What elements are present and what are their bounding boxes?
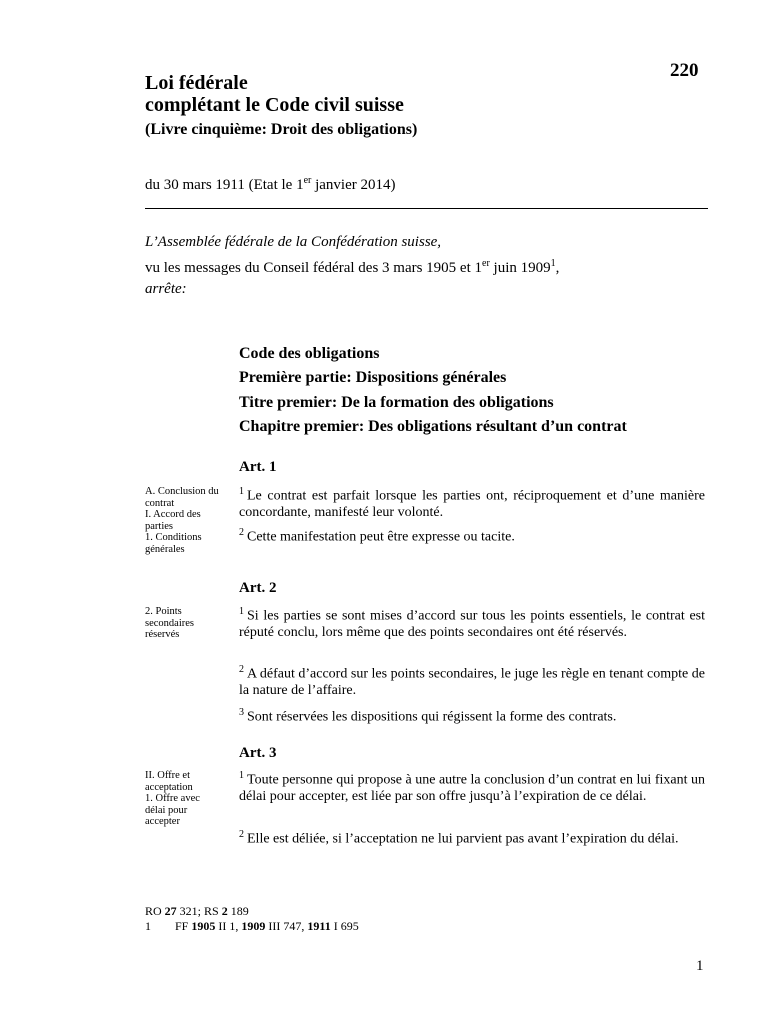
footnote-ref-1[interactable]: 1 <box>550 258 556 269</box>
para-text: Cette manifestation peut être expresse ou tacite. <box>247 529 515 545</box>
article-1-para-2 <box>239 525 705 546</box>
heading-code: Code des obligations <box>239 345 380 362</box>
fn-text: 321; RS <box>176 904 222 918</box>
margin-note: 2. Points secondaires réservés <box>145 606 194 640</box>
para-text: Le contrat est parfait lorsque les parties ont, réciproquement et d’une manière concordante, manifesté leur volonté. <box>239 488 705 521</box>
margin-note: 1. Conditions générales <box>145 532 202 555</box>
fn-bold: 2 <box>221 904 228 918</box>
sr-number: 220 <box>670 60 699 81</box>
messages-sup: er <box>482 258 490 269</box>
law-date <box>145 175 396 194</box>
article-1-title: Art. 1 <box>239 459 277 475</box>
article-2-para-2 <box>239 662 705 700</box>
footnote-ro <box>145 904 359 919</box>
para-number: 1 <box>239 770 244 781</box>
fn-bold: 1911 <box>307 919 331 933</box>
article-3-title: Art. 3 <box>239 745 277 761</box>
fn-bold: 27 <box>164 904 177 918</box>
fn-text: II 1, <box>215 919 242 933</box>
heading-chapitre: Chapitre premier: Des obligations résultant d’un contrat <box>239 418 627 435</box>
article-3-para-2 <box>239 827 705 848</box>
footnotes <box>145 904 359 934</box>
margin-note: I. Accord des parties <box>145 509 201 532</box>
messages-mid: juin 1909 <box>489 260 551 276</box>
article-1-margin-notes <box>145 486 225 555</box>
article-3-margin-notes <box>145 770 215 828</box>
margin-note: II. Offre et acceptation <box>145 770 193 793</box>
fn-text: RO <box>145 904 165 918</box>
footnote-1 <box>145 919 359 934</box>
law-title-line-1: Loi fédérale <box>145 72 248 94</box>
fn-text: I 695 <box>330 919 359 933</box>
date-suffix: janvier 2014) <box>311 177 396 193</box>
article-2-para-1 <box>239 604 705 642</box>
fn-text: III 747, <box>265 919 308 933</box>
para-number: 2 <box>239 664 244 675</box>
heading-titre: Titre premier: De la formation des obligations <box>239 394 554 411</box>
article-1-para-1 <box>239 484 705 522</box>
article-2-margin-notes <box>145 606 215 641</box>
messages-end: , <box>555 260 560 276</box>
para-number: 2 <box>239 527 244 538</box>
margin-note: A. Conclusion du contrat <box>145 486 219 509</box>
para-text: Si les parties se sont mises d’accord sur tous les points essentiels, le contrat est réputé conclu, lors même que des points secondaires ont été réservés. <box>239 608 705 641</box>
para-text: A défaut d’accord sur les points secondaires, le juge les règle en tenant compte de la nature de l’affaire. <box>239 666 705 699</box>
fn-bold: 1905 <box>191 919 216 933</box>
para-number: 3 <box>239 707 244 718</box>
para-number: 1 <box>239 606 244 617</box>
preamble-arrete: arrête: <box>145 281 187 297</box>
preamble-messages <box>145 258 559 277</box>
footnote-marker: 1 <box>145 919 151 933</box>
law-subtitle: (Livre cinquième: Droit des obligations) <box>145 121 418 138</box>
article-2-para-3 <box>239 705 705 726</box>
preamble-assembly: L’Assemblée fédérale de la Confédération suisse, <box>145 234 442 250</box>
article-3-para-1 <box>239 768 705 806</box>
para-text: Toute personne qui propose à une autre la conclusion d’un contrat en lui fixant un délai pour accepter, est liée par son offre jusqu’à l’expiration de ce délai. <box>239 772 705 805</box>
para-number: 2 <box>239 829 244 840</box>
date-sup: er <box>303 175 312 186</box>
article-2-title: Art. 2 <box>239 580 277 596</box>
messages-prefix: vu les messages du Conseil fédéral des 3 mars 1905 et 1 <box>145 260 483 276</box>
law-title-line-2: complétant le Code civil suisse <box>145 94 404 116</box>
date-prefix: du 30 mars 1911 (Etat le 1 <box>145 177 304 193</box>
fn-text: 189 <box>227 904 249 918</box>
para-text: Elle est déliée, si l’acceptation ne lui parvient pas avant l’expiration du délai. <box>247 831 679 847</box>
page-number: 1 <box>696 958 704 974</box>
fn-bold: 1909 <box>241 919 266 933</box>
heading-partie: Première partie: Dispositions générales <box>239 369 507 386</box>
fn-text: FF <box>175 919 192 933</box>
margin-note: 1. Offre avec délai pour accepter <box>145 793 200 827</box>
header-divider <box>145 208 708 209</box>
para-number: 1 <box>239 486 244 497</box>
para-text: Sont réservées les dispositions qui régissent la forme des contrats. <box>247 709 617 725</box>
